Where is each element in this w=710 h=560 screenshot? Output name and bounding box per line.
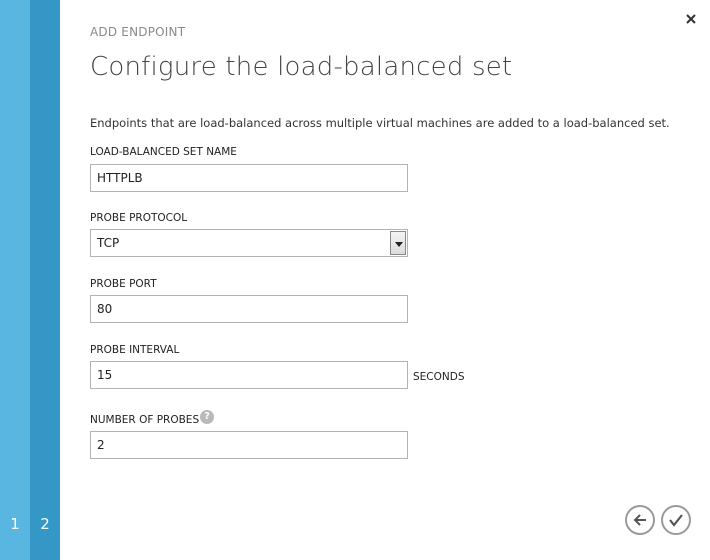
set-name-label: LOAD-BALANCED SET NAME <box>90 146 237 158</box>
step-rail-secondary <box>30 0 60 560</box>
chevron-down-icon[interactable] <box>390 231 406 255</box>
probe-interval-unit: SECONDS <box>413 371 465 383</box>
checkmark-icon <box>668 512 684 528</box>
arrow-left-icon <box>632 512 648 528</box>
probe-protocol-select[interactable] <box>90 229 408 257</box>
help-icon[interactable]: ? <box>200 410 214 424</box>
number-of-probes-label: NUMBER OF PROBES <box>90 414 200 426</box>
step-1-indicator[interactable]: 1 <box>10 515 20 533</box>
complete-button[interactable] <box>661 505 691 535</box>
probe-protocol-label: PROBE PROTOCOL <box>90 212 188 224</box>
probe-port-input[interactable] <box>90 295 408 323</box>
probe-interval-input[interactable] <box>90 361 408 389</box>
probe-protocol-value: TCP <box>97 236 120 250</box>
dialog-eyebrow: ADD ENDPOINT <box>90 25 186 39</box>
back-button[interactable] <box>625 505 655 535</box>
set-name-input[interactable] <box>90 164 408 192</box>
step-rail-primary <box>0 0 30 560</box>
number-of-probes-input[interactable] <box>90 431 408 459</box>
probe-interval-label: PROBE INTERVAL <box>90 344 180 356</box>
step-2-indicator[interactable]: 2 <box>40 515 50 533</box>
page-title: Configure the load-balanced set <box>90 52 513 82</box>
probe-port-label: PROBE PORT <box>90 278 157 290</box>
close-icon[interactable] <box>683 10 699 28</box>
dialog-description: Endpoints that are load-balanced across multiple virtual machines are added to a load-balanced set. <box>90 116 670 130</box>
